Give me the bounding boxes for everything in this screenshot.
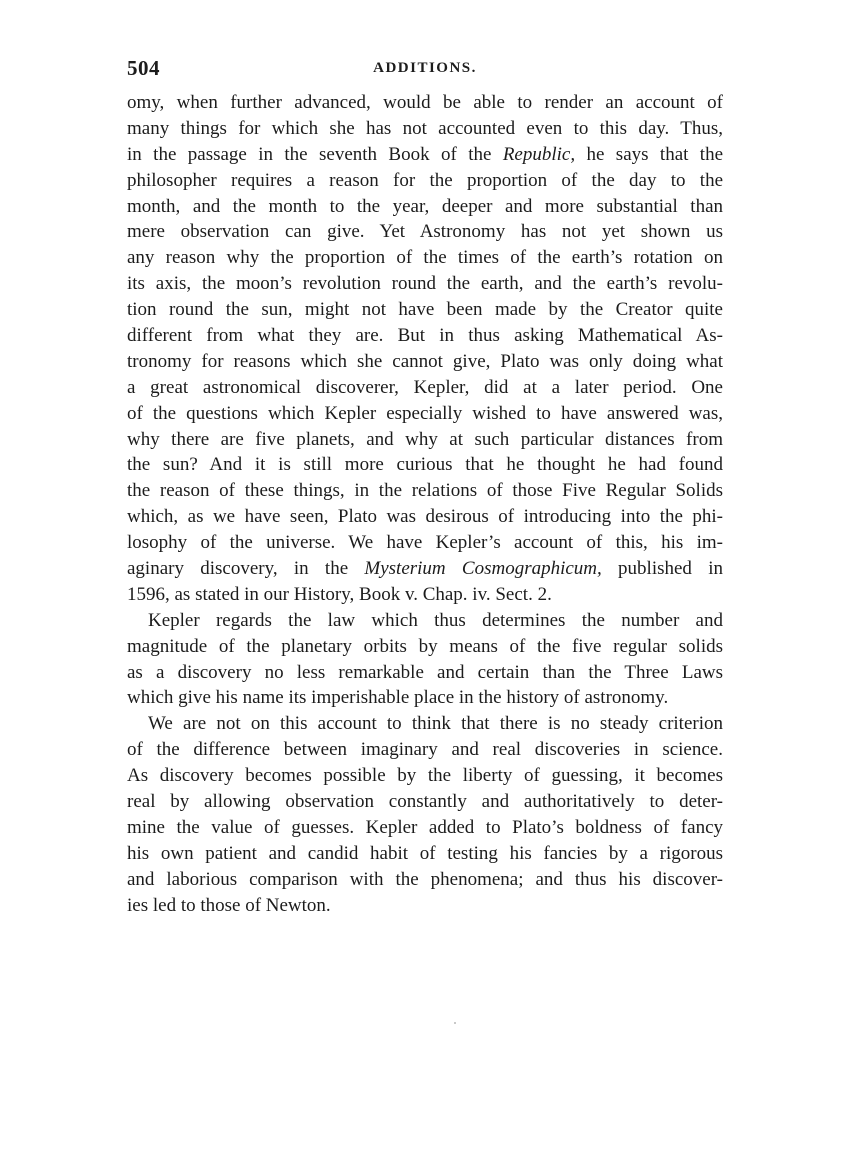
text-segment: the reason of these things, in the relations of those Five Regular Solids (127, 480, 723, 502)
text-line (127, 893, 723, 919)
text-segment: which give his name its imperishable place in the history of astronomy. (127, 687, 669, 709)
text-line (127, 867, 723, 893)
text-segment: tion round the sun, might not have been made by the Creator quite (127, 299, 723, 321)
text-segment: why there are five planets, and why at such particular distances from (127, 428, 723, 450)
text-line (127, 349, 723, 375)
text-segment: of the difference between imaginary and real discoveries in science. (127, 739, 723, 761)
text-segment: omy, when further advanced, would be able to render an account of (127, 92, 723, 113)
text-line (127, 375, 723, 401)
text-segment: of the questions which Kepler especially wished to have answered was, (127, 402, 723, 424)
text-line (127, 530, 723, 556)
text-line (127, 427, 723, 453)
text-line (127, 219, 723, 245)
text-line (127, 634, 723, 660)
text-segment: which, as we have seen, Plato was desirous of introducing into the phi- (127, 506, 723, 528)
text-segment: real by allowing observation constantly and authoritatively to deter- (127, 791, 723, 813)
text-segment: published in (601, 558, 723, 580)
text-segment: 1596, as stated in our History, Book v. Chap. iv. Sect. 2. (127, 583, 552, 605)
text-line (127, 452, 723, 478)
text-segment: philosopher requires a reason for the proportion of the day to the (127, 169, 723, 191)
text-line (127, 245, 723, 271)
text-segment: many things for which she has not accounted even to this day. Thus, (127, 117, 723, 139)
text-segment: different from what they are. But in thus asking Mathematical As- (127, 325, 723, 347)
text-segment: in the passage in the seventh Book of the (127, 143, 503, 165)
text-line (127, 323, 723, 349)
text-line (127, 660, 723, 686)
text-segment: his own patient and candid habit of testing his fancies by a rigorous (127, 842, 723, 864)
text-segment: losophy of the universe. We have Kepler’s account of this, his im- (127, 532, 723, 554)
text-segment: a great astronomical discoverer, Kepler, did at a later period. One (127, 376, 723, 398)
text-segment: he says that the (575, 143, 723, 165)
text-line (127, 737, 723, 763)
text-segment: We are not on this account to think that there is no steady criterion (148, 713, 723, 735)
text-line (127, 297, 723, 323)
italic-title: Republic, (502, 143, 576, 165)
text-segment: magnitude of the planetary orbits by means of the five regular solids (127, 635, 723, 657)
text-line (127, 168, 723, 194)
text-line (127, 841, 723, 867)
text-segment: mine the value of guesses. Kepler added to Plato’s boldness of fancy (127, 816, 723, 838)
text-segment: Kepler regards the law which thus determines the number and (148, 609, 723, 631)
text-line (127, 556, 723, 582)
scan-speck (454, 1022, 456, 1024)
body-text (127, 90, 723, 919)
text-segment: As discovery becomes possible by the liberty of guessing, it becomes (127, 765, 723, 787)
text-segment: tronomy for reasons which she cannot give, Plato was only doing what (127, 350, 723, 372)
text-line (127, 194, 723, 220)
text-line (127, 504, 723, 530)
text-segment: and laborious comparison with the phenomena; and thus his discover- (127, 868, 723, 890)
text-line (127, 789, 723, 815)
page-number: 504 (127, 56, 160, 80)
text-line (127, 478, 723, 504)
text-segment: the sun? And it is still more curious that he thought he had found (127, 454, 723, 476)
text-line (127, 401, 723, 427)
italic-title: Mysterium Cosmographicum, (364, 558, 602, 580)
text-segment: aginary discovery, in the (127, 558, 365, 580)
text-segment: its axis, the moon’s revolution round the earth, and the earth’s revolu- (127, 273, 723, 295)
text-segment: any reason why the proportion of the times of the earth’s rotation on (127, 247, 723, 269)
text-line (127, 711, 723, 737)
running-head: ADDITIONS. (373, 60, 477, 76)
text-line (127, 815, 723, 841)
text-segment: ies led to those of Newton. (127, 894, 331, 916)
book-page (127, 56, 723, 919)
text-line (127, 608, 723, 634)
text-line (127, 116, 723, 142)
text-line (127, 685, 723, 711)
text-line (127, 90, 723, 116)
text-segment: mere observation can give. Yet Astronomy has not yet shown us (127, 221, 723, 243)
text-segment: as a discovery no less remarkable and certain than the Three Laws (127, 661, 723, 683)
text-segment: month, and the month to the year, deeper and more substantial than (127, 195, 723, 217)
text-line (127, 582, 723, 608)
text-line (127, 142, 723, 168)
text-line (127, 763, 723, 789)
text-line (127, 271, 723, 297)
page-header (127, 56, 723, 90)
